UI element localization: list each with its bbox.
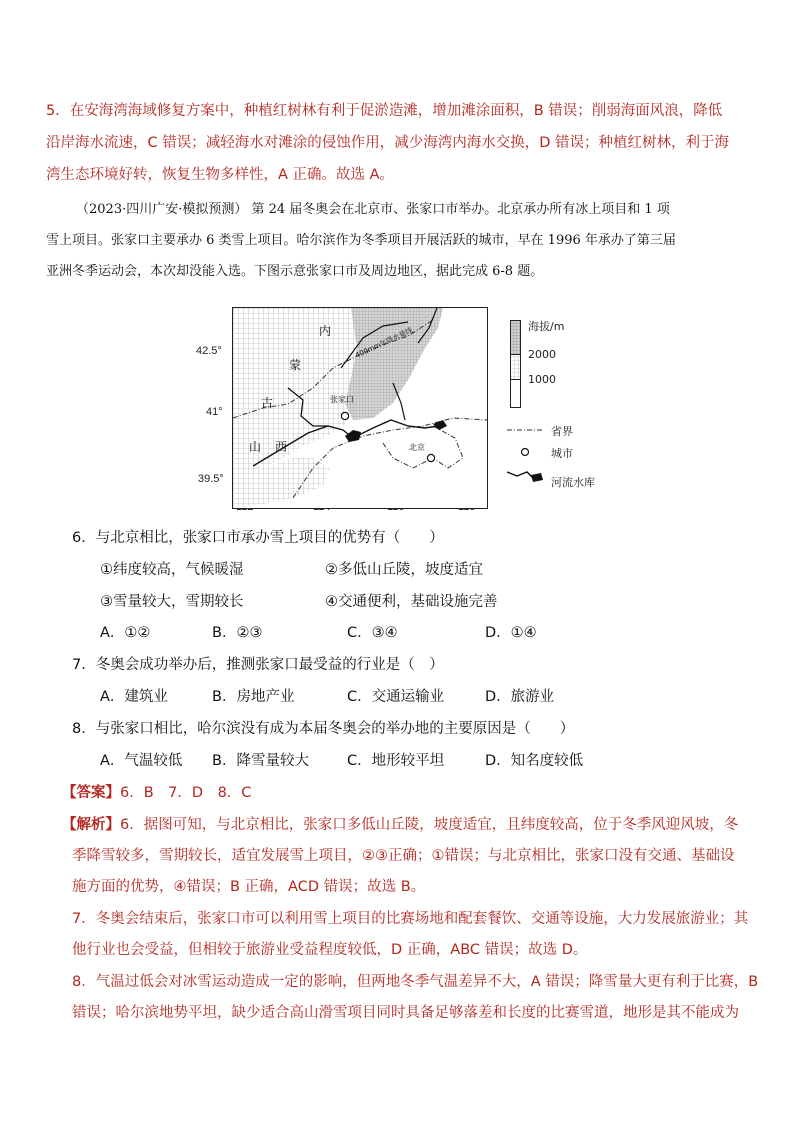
intro-line-2: 雪上项目。张家口主要承办 6 类雪上项目。哈尔滨作为冬季项目开展活跃的城市，早在 1996 年承办了第三届 — [46, 233, 676, 248]
q7-option-c: C．交通运输业 — [347, 689, 445, 705]
explain-line-4: 7．冬奥会结束后，张家口市可以利用雪上项目的比赛场地和配套餐饮、交通等设施，大力发展旅游业；其 — [72, 911, 749, 927]
analysis-5-line-2: 沿岸海水流速，C 错误；减轻海水对滩涂的侵蚀作用，减少海湾内海水交换，D 错误；种植红树林，利于海 — [46, 135, 730, 151]
explain-label: 【解析】 — [62, 817, 120, 833]
q8-stem: 8．与张家口相比，哈尔滨没有成为本届冬奥会的举办地的主要原因是（ ） — [72, 721, 575, 737]
region-label-nei: 内 — [319, 324, 332, 338]
reservoir-legend-icon — [531, 473, 543, 482]
precip-line-label: 400mm年降水量线 — [354, 326, 414, 360]
answer-line — [62, 783, 794, 803]
legend-elev-title: 海拔/m — [528, 320, 565, 333]
q6-option-c: C．③④ — [347, 625, 398, 641]
q6-option-d: D．①④ — [485, 625, 537, 641]
legend-river: 河流水库 — [551, 476, 595, 489]
region-label-xi: 西 — [275, 440, 288, 454]
q8-option-a: A．气温较低 — [100, 753, 183, 769]
q7-option-d: D．旅游业 — [485, 689, 555, 705]
explain-text-1: 6．据图可知，与北京相比，张家口多低山丘陵，坡度适宜，且纬度较高，位于冬季风迎风坡，冬 — [120, 817, 739, 833]
lat-label: 39.5° — [198, 473, 224, 485]
q6-option-a: A．①② — [100, 625, 151, 641]
legend-boundary: 省界 — [551, 425, 573, 438]
region-label-shan: 山 — [249, 440, 262, 454]
q8-option-b: B．降雪量较大 — [212, 753, 309, 769]
explain-line-5: 他行业也会受益，但相较于旅游业受益程度较低，D 正确，ABC 错误；故选 D。 — [72, 942, 588, 958]
q7-option-a: A．建筑业 — [100, 689, 168, 705]
lat-label: 41° — [206, 406, 223, 418]
lat-label: 42.5° — [196, 345, 222, 357]
river-legend-icon — [507, 472, 533, 478]
q6-statement-3: ③雪量较大，雪期较长 — [100, 594, 244, 610]
q6-statement-2: ②多低山丘陵，坡度适宜 — [325, 562, 483, 578]
explain-line-2: 季降雪较多，雪期较长，适宜发展雪上项目，②③正确；①错误；与北京相比，张家口没有交通、基础设 — [72, 848, 735, 864]
analysis-5-line-1: 5．在安海湾海域修复方案中，种植红树林有利于促淤造滩，增加滩涂面积，B 错误；削弱海面风浪，降低 — [46, 103, 723, 119]
q7-stem: 7．冬奥会成功举办后，推测张家口最受益的行业是（ ） — [72, 657, 444, 673]
q6-stem: 6．与北京相比，张家口市承办雪上项目的优势有（ ） — [72, 530, 444, 546]
intro-line-3: 亚洲冬季运动会，本次却没能入选。下图示意张家口市及周边地区，据此完成 6-8 题。 — [46, 264, 544, 279]
explain-line-6: 8．气温过低会对冰雪运动造成一定的影响，但两地冬季气温差异不大，A 错误；降雪量大更有利于比赛，B — [72, 974, 759, 990]
reservoir — [345, 430, 361, 442]
region-label-meng: 蒙 — [289, 358, 302, 372]
q6-statement-1: ①纬度较高，气候暖湿 — [100, 562, 244, 578]
answer-label: 【答案】 — [62, 785, 120, 801]
legend-city: 城市 — [551, 447, 573, 460]
map-frame — [232, 307, 488, 509]
analysis-5-line-3: 湾生态环境好转，恢复生物多样性，A 正确。故选 A。 — [46, 167, 395, 183]
city-legend-icon — [522, 449, 529, 456]
city-marker-beijing — [427, 454, 434, 461]
answer-text: 6．B 7．D 8．C — [120, 785, 252, 801]
q8-option-d: D．知名度较低 — [485, 753, 584, 769]
city-label-zhangjiakou: 张家口 — [330, 395, 354, 404]
city-marker-zhangjiakou — [341, 412, 348, 419]
q7-option-b: B．房地产业 — [212, 689, 295, 705]
elevation-legend-bar — [510, 320, 522, 410]
legend-symbols — [505, 422, 545, 492]
legend-elev-2000: 2000 — [528, 348, 556, 361]
explain-line-7: 错误；哈尔滨地势平坦，缺少适合高山滑雪项目同时具备足够落差和长度的比赛雪道，地形是其不能成为 — [72, 1005, 739, 1021]
q6-statement-4: ④交通便利，基础设施完善 — [325, 594, 498, 610]
region-label-gu: 古 — [261, 396, 274, 410]
legend-elev-1000: 1000 — [528, 373, 556, 386]
explain-line-3: 施方面的优势，④错误；B 正确，ACD 错误；故选 B。 — [72, 879, 426, 895]
q8-option-c: C．地形较平坦 — [347, 753, 445, 769]
explain-line-1 — [62, 815, 794, 835]
intro-line-1: （2023·四川广安·模拟预测） 第 24 届冬奥会在北京市、张家口市举办。北京承办所有冰上项目和 1 项 — [76, 202, 670, 217]
q6-option-b: B．②③ — [212, 625, 263, 641]
city-label-beijing: 北京 — [409, 443, 425, 452]
